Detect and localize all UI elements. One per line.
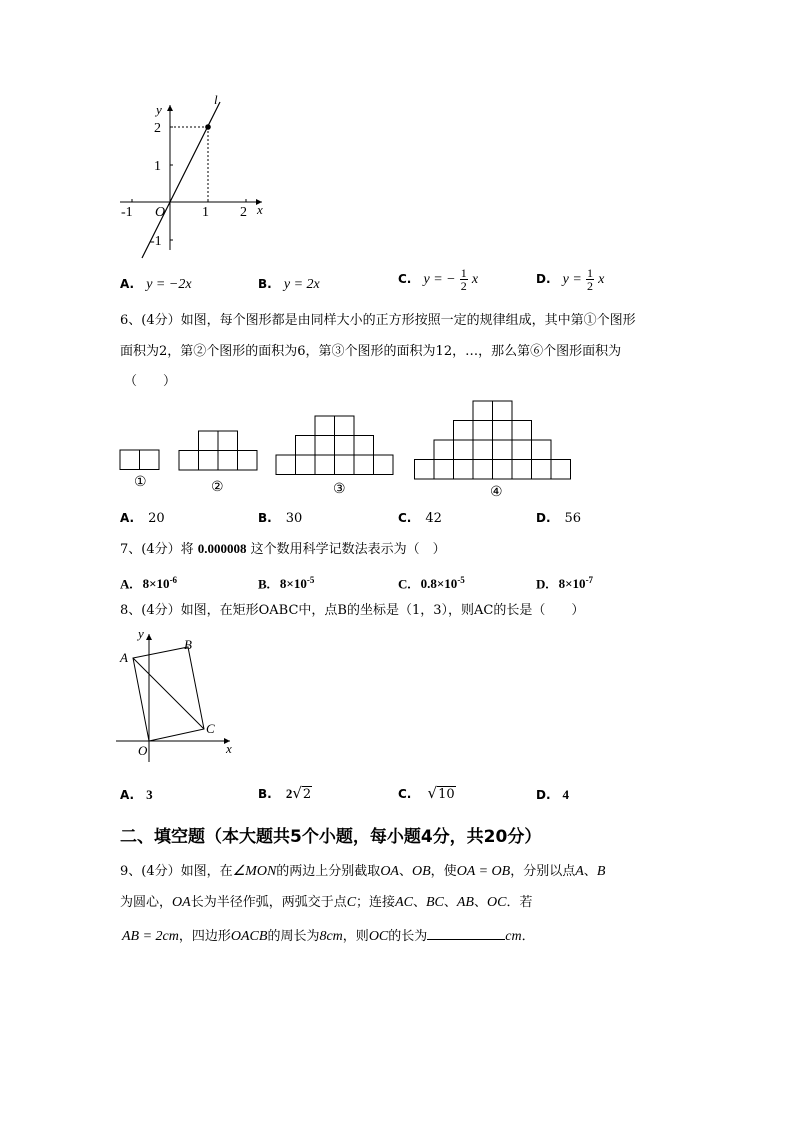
y-tick-label: 2 (154, 121, 161, 136)
point-b-label: B (184, 637, 192, 652)
q6-text-line3: （ ） (124, 374, 177, 389)
figure-2 (179, 431, 257, 470)
q7-option-a[interactable]: A. $8\times 10^{-6}$ (120, 575, 178, 592)
figure-label: ③ (333, 482, 346, 497)
y-tick-label: 1 (154, 159, 161, 174)
y-axis-label: y (138, 626, 144, 641)
point-c-label: C (206, 721, 215, 736)
y-axis-label: y (156, 102, 162, 117)
x-tick-label: -1 (121, 205, 133, 220)
point-1-2 (205, 124, 211, 130)
line-label: l (214, 92, 218, 107)
section-title: 二、填空题（本大题共5个小题，每小题4分，共20分） (120, 827, 542, 847)
q9-text-line1: 9、(4分）如图，在∠MON的两边上分别截取OA、OB，使OA = OB，分别以点A、B (120, 864, 606, 879)
y-tick-label: -1 (150, 234, 162, 249)
figure-1 (120, 450, 159, 470)
q5-option-a[interactable]: A. y = −2x (120, 277, 192, 292)
q7-option-b[interactable]: B. $8\times 10^{-5}$ (258, 575, 315, 592)
q8-option-b[interactable]: B. 2√2 (258, 784, 312, 802)
q6-text-line1: 6、(4分）如图，每个图形都是由同样大小的正方形按照一定的规律组成，其中第①个图形 (120, 313, 636, 328)
origin-label: O (155, 205, 166, 220)
origin-label: O (138, 743, 148, 758)
q7-text: 7、(4分）将 0.000008 这个数用科学记数法表示为（ ） (120, 541, 446, 557)
q6-option-c[interactable]: C. 42 (398, 511, 442, 526)
q8-option-a[interactable]: A. 3 (120, 787, 153, 802)
q6-text-line2: 面积为2，第②个图形的面积为6，第③个图形的面积为12，…，那么第⑥个图形面积为 (120, 344, 622, 359)
figure-label: ① (134, 475, 147, 490)
q8-rectangle-figure (112, 622, 242, 772)
figure-label: ④ (490, 485, 503, 500)
x-tick-label: 2 (240, 205, 247, 220)
q9-text-line3: AB = 2cm，四边形OACB的周长为8cm，则OC的长为 cm． (122, 929, 535, 944)
q6-option-b[interactable]: B. 30 (258, 511, 303, 526)
q8-option-d[interactable]: D. 4 (536, 787, 570, 802)
q8-text: 8、(4分）如图，在矩形OABC中，点B的坐标是（1，3），则AC的长是（ ） (120, 603, 585, 618)
q5-option-b[interactable]: B. y = 2x (258, 277, 320, 292)
x-axis-label: x (257, 202, 263, 217)
fraction: $\frac{1}{2}$ (460, 266, 467, 293)
q5-graph (112, 90, 282, 265)
q6-option-a[interactable]: A. 20 (120, 511, 165, 526)
q6-option-d[interactable]: D. 56 (536, 511, 582, 526)
q9-text-line2: 为圆心，OA长为半径作弧，两弧交于点C；连接AC、BC、AB、OC．若 (120, 895, 533, 910)
q7-option-c[interactable]: C. $0.8\times 10^{-5}$ (398, 575, 465, 592)
q5-option-c[interactable]: C. y = − $\frac{1}{2}$ x (398, 266, 479, 293)
q6-pattern-figures (115, 395, 580, 500)
q8-option-c[interactable]: C. √10 (398, 784, 455, 802)
x-tick-label: 1 (202, 205, 209, 220)
figure-3 (276, 416, 393, 475)
q7-option-d[interactable]: D. $8\times 10^{-7}$ (536, 575, 594, 592)
answer-blank[interactable] (427, 927, 505, 940)
fraction: $\frac{1}{2}$ (586, 266, 593, 293)
q5-option-d[interactable]: D. y = $\frac{1}{2}$ x (536, 266, 605, 293)
figure-label: ② (211, 480, 224, 495)
diagonal-ac (133, 658, 204, 729)
point-a-label: A (120, 650, 128, 665)
figure-4 (415, 401, 571, 479)
x-axis-label: x (226, 741, 232, 756)
